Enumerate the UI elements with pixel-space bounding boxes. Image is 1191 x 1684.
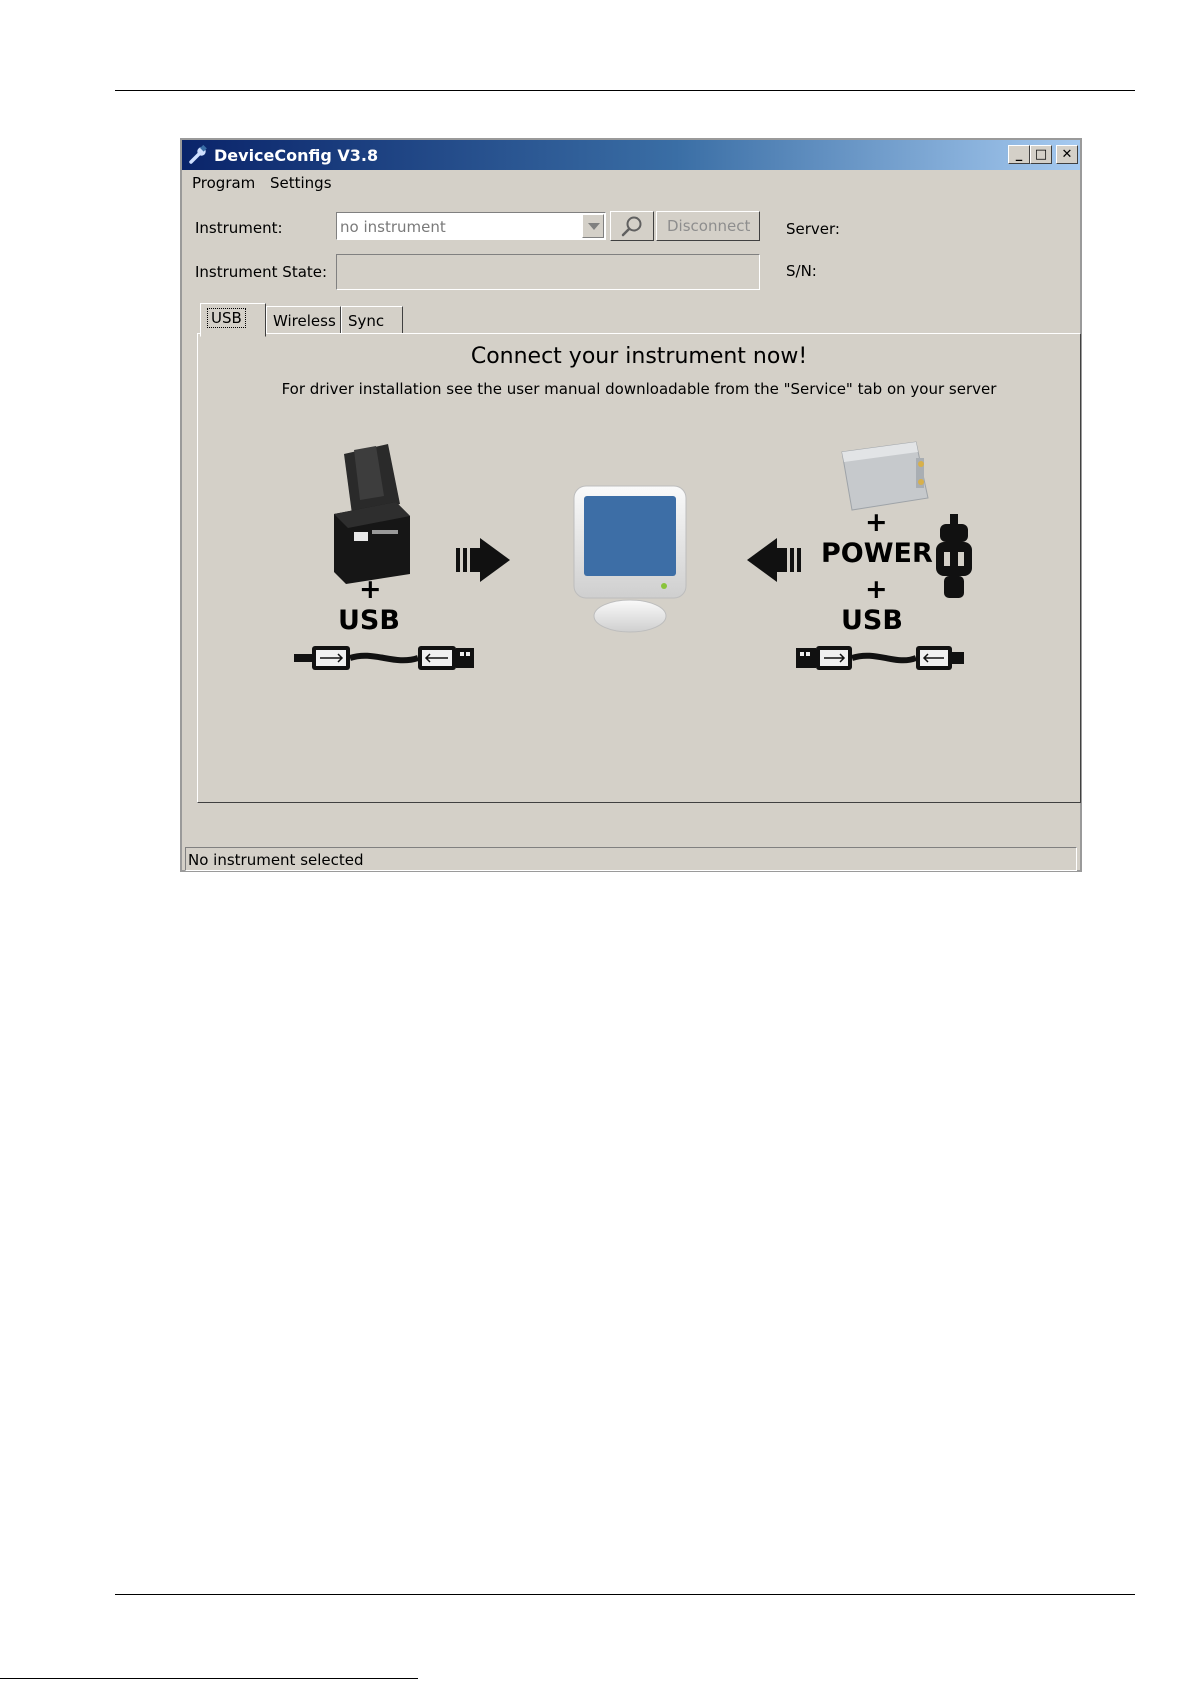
chevron-down-icon[interactable] [582,214,604,238]
maximize-button[interactable] [1030,145,1052,164]
usb-cable-icon [294,640,474,676]
menu-bar [182,170,1080,196]
power-plug-icon [934,514,974,604]
left-usb-label: USB [338,605,400,636]
minimize-icon: _ [1015,147,1023,162]
minimize-button[interactable] [1008,145,1030,164]
maximize-icon: □ [1034,147,1048,162]
usb-mini-cable-icon [796,640,966,676]
wrench-icon [188,145,208,165]
usb-tab-panel [197,333,1081,803]
right-usb-label: USB [841,605,903,636]
search-button[interactable] [610,211,654,241]
right-plus-top: + [865,507,888,538]
status-bar [185,847,1077,871]
menu-settings[interactable]: Settings [270,174,332,192]
tab-wireless[interactable] [266,306,341,334]
wireless-modem-icon [838,438,934,514]
instrument-label: Instrument: [195,219,283,237]
deviceconfig-window [180,138,1082,872]
instrument-select-value: no instrument [340,218,446,236]
arrow-left-icon [747,538,801,582]
driver-instruction: For driver installation see the user manual downloadable from the "Service" tab on your server [281,380,997,398]
header-rule [115,90,1135,91]
tab-sync-label: Sync [348,312,385,330]
title-bar[interactable] [182,140,1080,170]
instrument-select[interactable] [336,212,606,240]
search-icon [618,214,646,238]
instrument-state-field [336,254,760,290]
arrow-right-icon [456,538,510,582]
close-button[interactable] [1056,145,1078,164]
tab-usb-label: USB [207,308,246,328]
docking-station-icon [326,444,416,584]
instrument-state-label: Instrument State: [195,263,328,281]
left-plus: + [359,574,382,605]
power-label: POWER [821,538,933,569]
connect-headline: Connect your instrument now! [470,344,808,369]
close-icon: ✕ [1061,147,1073,162]
right-plus-bottom: + [865,574,888,605]
tab-sync[interactable] [341,306,403,334]
tab-wireless-label: Wireless [273,312,336,330]
window-title: DeviceConfig V3.8 [214,146,379,165]
sn-label: S/N: [786,262,817,280]
footer-rule [115,1594,1135,1595]
disconnect-label: Disconnect [667,217,751,235]
computer-monitor-icon [572,484,692,634]
status-text: No instrument selected [188,851,364,869]
footnote-rule [0,1678,418,1679]
menu-program[interactable]: Program [192,174,256,192]
disconnect-button[interactable] [656,211,760,241]
server-label: Server: [786,220,840,238]
tab-usb[interactable] [200,303,266,337]
